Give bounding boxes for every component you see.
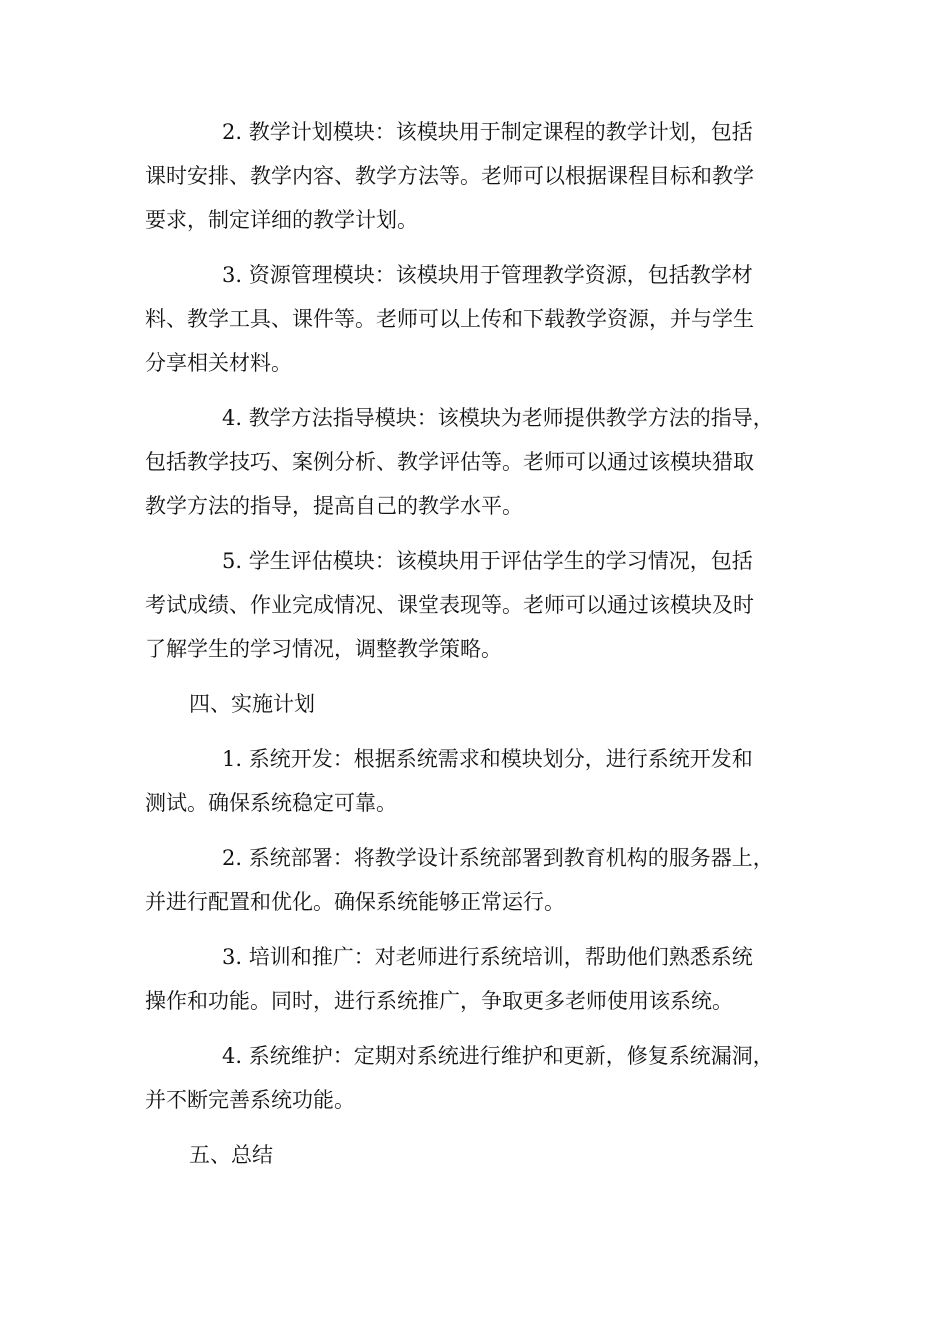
paragraph-line: 包括教学技巧、案例分析、教学评估等。老师可以通过该模块猎取 bbox=[145, 450, 754, 474]
paragraph-system-development bbox=[145, 737, 810, 825]
paragraph-line: 料、教学工具、课件等。老师可以上传和下载教学资源，并与学生 bbox=[145, 307, 754, 331]
paragraph-line: 教学方法的指导，提高自己的教学水平。 bbox=[145, 494, 523, 518]
paragraph-system-deployment bbox=[145, 836, 810, 924]
paragraph-line: 3. 资源管理模块：该模块用于管理教学资源，包括教学材 bbox=[222, 263, 753, 287]
paragraph-line: 并进行配置和优化。确保系统能够正常运行。 bbox=[145, 890, 565, 914]
paragraph-line: 测试。确保系统稳定可靠。 bbox=[145, 791, 397, 815]
paragraph-resource-management-module bbox=[145, 253, 810, 385]
paragraph-line: 考试成绩、作业完成情况、课堂表现等。老师可以通过该模块及时 bbox=[145, 593, 754, 617]
paragraph-teaching-method-module bbox=[145, 396, 810, 528]
paragraph-line: 3. 培训和推广：对老师进行系统培训，帮助他们熟悉系统 bbox=[222, 945, 753, 969]
paragraph-line: 4. 系统维护：定期对系统进行维护和更新，修复系统漏洞， bbox=[222, 1044, 774, 1068]
paragraph-line: 2. 教学计划模块：该模块用于制定课程的教学计划，包括 bbox=[222, 120, 753, 144]
paragraph-student-evaluation-module bbox=[145, 539, 810, 671]
paragraph-line: 并不断完善系统功能。 bbox=[145, 1088, 355, 1112]
section-heading-implementation-plan: 四、实施计划 bbox=[189, 692, 315, 716]
paragraph-teaching-plan-module bbox=[145, 110, 810, 242]
paragraph-line: 了解学生的学习情况，调整教学策略。 bbox=[145, 637, 502, 661]
paragraph-line: 2. 系统部署：将教学设计系统部署到教育机构的服务器上， bbox=[222, 846, 774, 870]
paragraph-line: 课时安排、教学内容、教学方法等。老师可以根据课程目标和教学 bbox=[145, 164, 754, 188]
document-page bbox=[145, 110, 810, 1188]
section-heading-summary: 五、总结 bbox=[189, 1143, 273, 1167]
paragraph-line: 分享相关材料。 bbox=[145, 351, 292, 375]
paragraph-training-promotion bbox=[145, 935, 810, 1023]
paragraph-line: 要求，制定详细的教学计划。 bbox=[145, 208, 418, 232]
paragraph-line: 操作和功能。同时，进行系统推广，争取更多老师使用该系统。 bbox=[145, 989, 733, 1013]
paragraph-line: 5. 学生评估模块：该模块用于评估学生的学习情况，包括 bbox=[222, 549, 753, 573]
paragraph-line: 1. 系统开发：根据系统需求和模块划分，进行系统开发和 bbox=[222, 747, 753, 771]
paragraph-line: 4. 教学方法指导模块：该模块为老师提供教学方法的指导， bbox=[222, 406, 774, 430]
paragraph-system-maintenance bbox=[145, 1034, 810, 1122]
